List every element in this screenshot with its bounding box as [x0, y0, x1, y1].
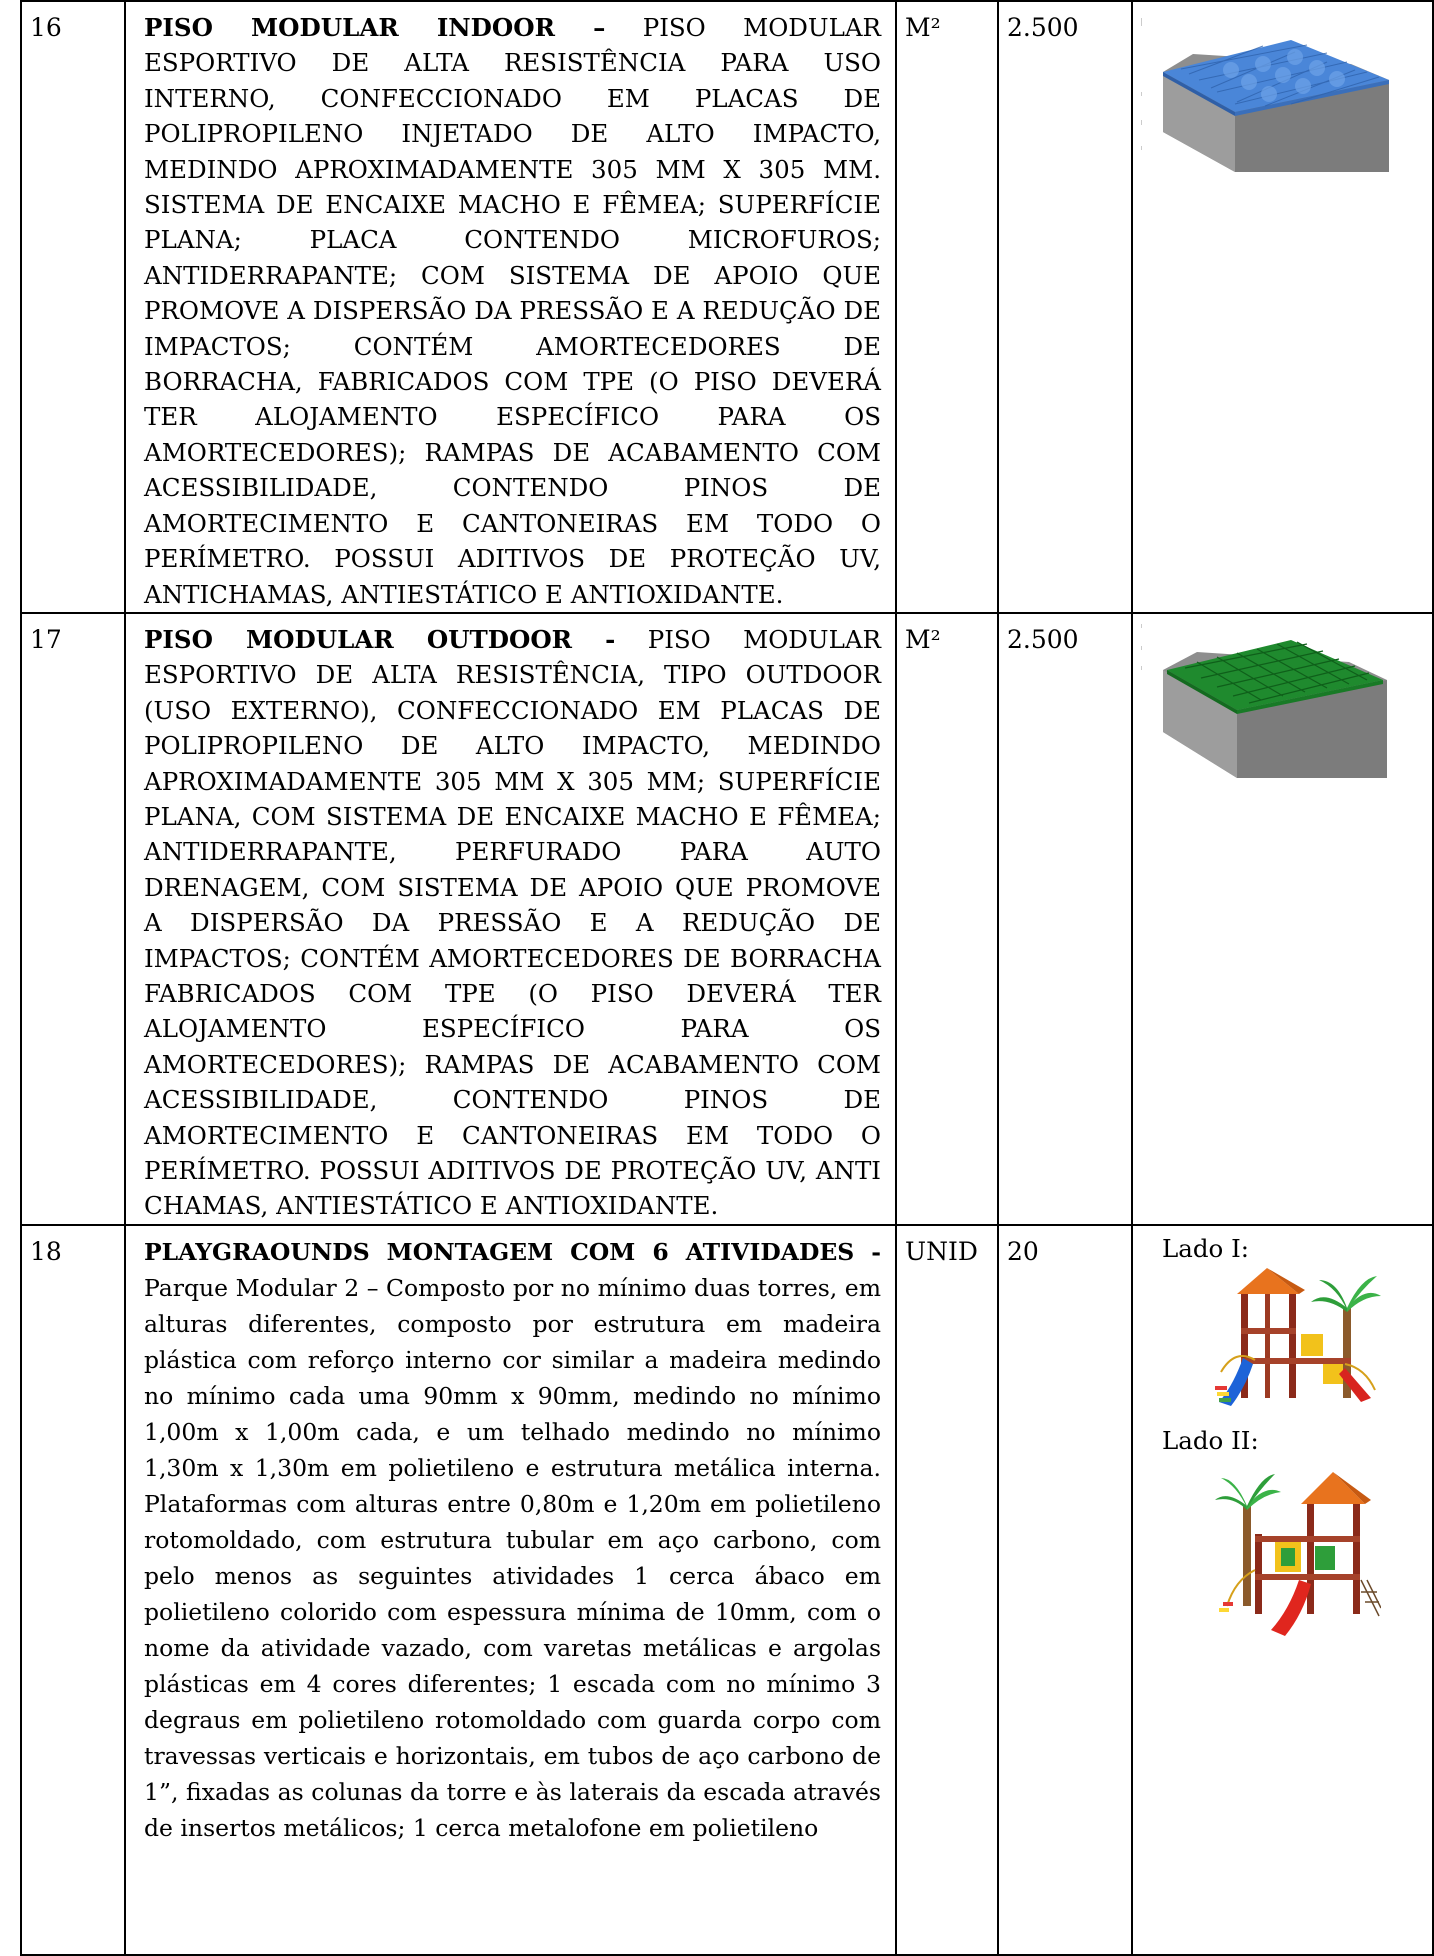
- table-row: [21, 613, 1433, 1225]
- specification-table: [20, 0, 1434, 1956]
- item-quantity: 20: [998, 1225, 1132, 1955]
- item-quantity: 2.500: [998, 1, 1132, 613]
- item-unit: M²: [896, 613, 998, 1225]
- item-title: PISO MODULAR OUTDOOR -: [144, 624, 616, 654]
- item-title: PISO MODULAR INDOOR –: [144, 13, 606, 42]
- item-description-text: Parque Modular 2 – Composto por no mínimo duas torres, em alturas diferentes, composto por estrutura em madeira plástica com reforço interno cor similar a madeira medindo no mínimo cada uma 90mm x 90mm, medindo no mínimo 1,00m x 1,00m cada, e um telhado medindo no mínimo 1,30m x 1,30m em polietileno e estrutura metálica interna. Plataformas com alturas entre 0,80m e 1,20m em polietileno rotomoldado, com estrutura tubular em aço carbono, com pelo menos as seguintes atividades 1 cerca ábaco em polietileno colorido com espessura mínima de 10mm, com o nome da atividade vazado, com varetas metálicas e argolas plásticas em 4 cores diferentes; 1 escada com no mínimo 3 degraus em polietileno rotomoldado com guarda corpo com travessas verticais e horizontais, em tubos de aço carbono de 1”, fixadas as colunas da torre e às laterais da escada através de insertos metálicos; 1 cerca metalofone em polietileno: [144, 1273, 881, 1842]
- item-number: 18: [21, 1225, 125, 1955]
- item-number: 16: [21, 1, 125, 613]
- item-image-cell: [1132, 613, 1433, 1225]
- table-row: [21, 1225, 1433, 1955]
- side-1-label: Lado I:: [1162, 1233, 1250, 1263]
- table-row: [21, 1, 1433, 613]
- green-floor-tile-image: [1141, 622, 1391, 778]
- item-description: [125, 613, 896, 1225]
- item-title: PLAYGRAOUNDS MONTAGEM COM 6 ATIVIDADES -: [144, 1237, 881, 1266]
- item-unit: UNID: [896, 1225, 998, 1955]
- blue-floor-tile-image: [1141, 12, 1391, 174]
- item-description-text: PISO MODULAR ESPORTIVO DE ALTA RESISTÊNCIA PARA USO INTERNO, CONFECCIONADO EM PLACAS DE POLIPROPILENO INJETADO DE ALTO IMPACTO, MEDINDO APROXIMADAMENTE 305 MM X 305 MM. SISTEMA DE ENCAIXE MACHO E FÊMEA; SUPERFÍCIE PLANA; PLACA CONTENDO MICROFUROS; ANTIDERRAPANTE; COM SISTEMA DE APOIO QUE PROMOVE A DISPERSÃO DA PRESSÃO E A REDUÇÃO DE IMPACTOS; CONTÉM AMORTECEDORES DE BORRACHA, FABRICADOS COM TPE (O PISO DEVERÁ TER ALOJAMENTO ESPECÍFICO PARA OS AMORTECEDORES); RAMPAS DE ACABAMENTO COM ACESSIBILIDADE, CONTENDO PINOS DE AMORTECIMENTO E CANTONEIRAS EM TODO O PERÍMETRO. POSSUI ADITIVOS DE PROTEÇÃO UV, ANTICHAMAS, ANTIESTÁTICO E ANTIOXIDANTE.: [144, 13, 881, 609]
- item-description-text: PISO MODULAR ESPORTIVO DE ALTA RESISTÊNCIA, TIPO OUTDOOR (USO EXTERNO), CONFECCIONADO EM PLACAS DE POLIPROPILENO DE ALTO IMPACTO, MEDINDO APROXIMADAMENTE 305 MM X 305 MM; SUPERFÍCIE PLANA, COM SISTEMA DE ENCAIXE MACHO E FÊMEA; ANTIDERRAPANTE, PERFURADO PARA AUTO DRENAGEM, COM SISTEMA DE APOIO QUE PROMOVE A DISPERSÃO DA PRESSÃO E A REDUÇÃO DE IMPACTOS; CONTÉM AMORTECEDORES DE BORRACHA FABRICADOS COM TPE (O PISO DEVERÁ TER ALOJAMENTO ESPECÍFICO PARA OS AMORTECEDORES); RAMPAS DE ACABAMENTO COM ACESSIBILIDADE, CONTENDO PINOS DE AMORTECIMENTO E CANTONEIRAS EM TODO O PERÍMETRO. POSSUI ADITIVOS DE PROTEÇÃO UV, ANTI CHAMAS, ANTIESTÁTICO E ANTIOXIDANTE.: [144, 624, 881, 1221]
- item-description: [125, 1225, 896, 1955]
- item-image-cell: [1132, 1, 1433, 613]
- playground-side-2-image: [1215, 1470, 1381, 1646]
- item-description: [125, 1, 896, 613]
- item-unit: M²: [896, 1, 998, 613]
- item-image-cell: [1132, 1225, 1433, 1955]
- item-number: 17: [21, 613, 125, 1225]
- playground-side-1-image: [1215, 1268, 1381, 1416]
- side-2-label: Lado II:: [1162, 1425, 1259, 1455]
- item-quantity: 2.500: [998, 613, 1132, 1225]
